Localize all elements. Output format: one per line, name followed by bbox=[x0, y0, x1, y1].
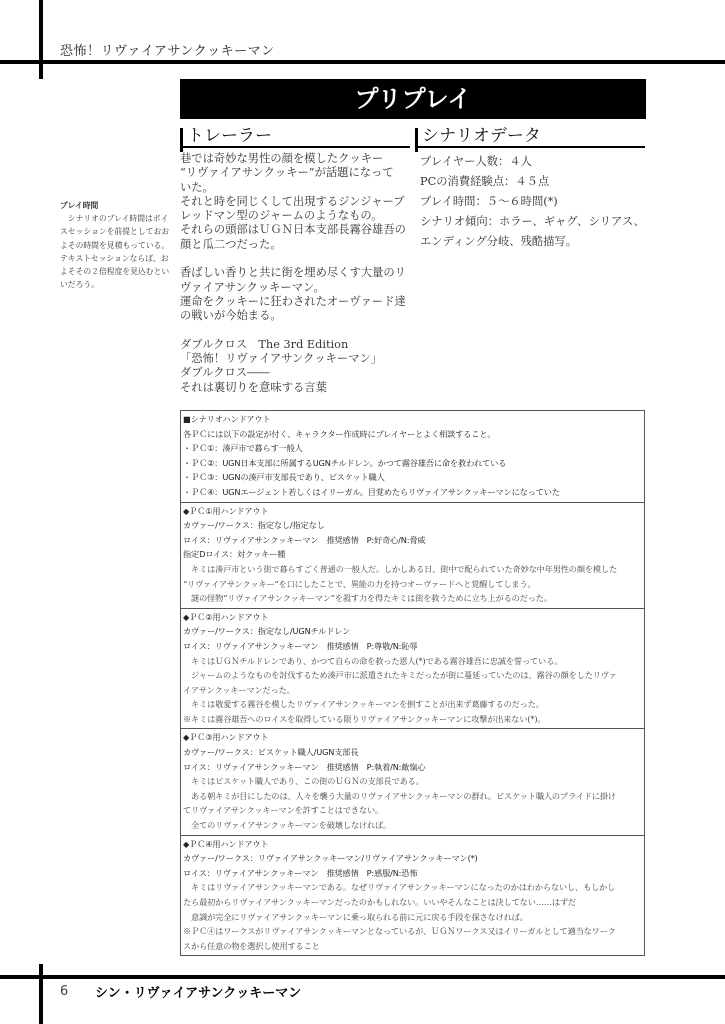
handout-line: たら最初からリヴァイアサンクッキーマンだったのかもしれない。いいやそんなことは決してない……はずだ bbox=[183, 897, 576, 907]
trailer-line: の戦いが今始まる。 bbox=[180, 309, 282, 323]
handout-line: キミはビスケット職人であり、この街のＵＧＮの支部長である。 bbox=[183, 776, 424, 787]
running-title: 恐怖！リヴァイアサンクッキーマン bbox=[60, 44, 275, 59]
handout-line: カヴァー/ワークス：指定なし/UGNチルドレン bbox=[183, 626, 351, 637]
handout-line: キミは敬愛する霧谷を模したリヴァイアサンクッキーマンを倒すことが出来ず葛藤するのだった。 bbox=[183, 699, 544, 710]
trailer-line: それと時を同じくして出現するジンジャーブ bbox=[180, 194, 405, 208]
handout-line: キミはＵＧＮチルドレンであり、かつて自らの命を救った恩人(*)である霧谷雄吾に忠誠を誓っている。 bbox=[183, 655, 563, 666]
trailer-line: 巷では奇妙な男性の顔を模したクッキー bbox=[180, 152, 384, 165]
handout-line: 意識が完全にリヴァイアサンクッキーマンに乗っ取られる前に元に戻る手段を探さなければ。 bbox=[183, 911, 528, 922]
handout-line: ・ＰＣ②：UGN日本支部に所属するUGNチルドレン。かつて霧谷雄吾に命を救われている bbox=[183, 457, 507, 468]
handout-line: 各ＰＣには以下の設定が付く、キャラクター作成時にプレイヤーとよく相談すること。 bbox=[183, 428, 496, 439]
handout-line: ◆ＰＣ②用ハンドアウト bbox=[183, 611, 269, 622]
handout-line: カヴァー/ワークス：指定なし/指定なし bbox=[183, 520, 325, 531]
trailer-line: それは裏切りを意味する言葉 bbox=[180, 380, 327, 394]
handout-line: イアサンクッキーマンだった。 bbox=[183, 684, 295, 695]
trailer-line: ダブルクロス―― bbox=[180, 366, 270, 380]
handout-line: ◆ＰＣ④用ハンドアウト bbox=[183, 838, 269, 849]
sidebar-note-heading: プレイ時間 bbox=[60, 201, 99, 210]
handout-line: ロイス：リヴァイアサンクッキーマン 推奨感情 P:尊敬/N:恥辱 bbox=[183, 640, 418, 651]
footer-rule bbox=[0, 975, 725, 979]
pc-handout-section bbox=[181, 835, 644, 956]
trailer-line: 顔と瓜二つだった。 bbox=[180, 237, 282, 251]
handout-line: ※キミは霧谷雄吾へのロイスを取得している限りリヴァイアサンクッキーマンに攻撃が出来ない(*)。 bbox=[183, 713, 546, 724]
trailer-line bbox=[180, 252, 415, 266]
handout-line: ■シナリオハンドアウト bbox=[183, 414, 271, 424]
scenario-data-list bbox=[420, 152, 650, 252]
scenario-data-heading: シナリオデータ bbox=[415, 126, 645, 148]
handout-line: ・ＰＣ④：UGNエージェント若しくはイリーガル。目覚めたらリヴァイアサンクッキーマンになっていた bbox=[183, 486, 560, 497]
handout-line: カヴァー/ワークス：リヴァイアサンクッキーマン/リヴァイアサンクッキーマン(*) bbox=[183, 853, 478, 864]
scenario-data-line: PCの消費経験点：４５点 bbox=[420, 175, 550, 188]
page-title: プリプレイ bbox=[180, 79, 646, 119]
scenario-data-line: プレイ時間：５～６時間(*) bbox=[420, 195, 558, 208]
handout-line: 謎の怪物“リヴァイアサンクッキーマン”を殺す力を得たキミは街を救うために立ち上がるのだった。 bbox=[183, 593, 552, 604]
page-number: 6 bbox=[60, 984, 69, 999]
scenario-data-line: プレイヤー人数：４人 bbox=[420, 155, 532, 168]
handout-line: ◆ＰＣ①用ハンドアウト bbox=[183, 505, 269, 516]
handout-line: カヴァー/ワークス：ビスケット職人/UGN支部長 bbox=[183, 747, 359, 758]
header-rule bbox=[0, 60, 725, 64]
scenario-handout-section bbox=[181, 411, 644, 502]
trailer-line: “リヴァイアサンクッキー”が話題になって bbox=[180, 166, 394, 180]
trailer-heading: トレーラー bbox=[180, 126, 410, 148]
handout-line: ※ＰＣ④はワークスがリヴァイアサンクッキーマンとなっているが、ＵＧＮワークス又はイリーガルとして適当なワーク bbox=[183, 926, 616, 937]
crop-mark-bottom bbox=[39, 964, 43, 1024]
trailer-line: 「恐怖！リヴァイアサンクッキーマン」 bbox=[180, 352, 383, 366]
handout-line: ロイス：リヴァイアサンクッキーマン 推奨感情 P:感服/N:恐怖 bbox=[183, 867, 418, 878]
handout-line: スから任意の物を選択し使用すること bbox=[183, 940, 320, 951]
handout-line: ある朝キミが目にしたのは、人々を襲う大量のリヴァイアサンクッキーマンの群れ。ビスケット職人のプライドに掛け bbox=[183, 790, 616, 801]
scenario-data-line: エンディング分岐、残酷描写。 bbox=[420, 235, 578, 248]
handout-line: キミは湊戸市という街で暮らすごく普通の一般人だ。しかしある日、街中で配られていた奇妙な中年男性の顔を模した bbox=[183, 563, 618, 574]
trailer-line: ヴァイアサンクッキーマン。 bbox=[180, 280, 325, 294]
handout-line: ・ＰＣ③：UGNの湊戸市支部長であり、ビスケット職人 bbox=[183, 472, 385, 483]
handout-line: “リヴァイアサンクッキー”を口にしたことで、異能の力を持つオーヴァードへと覚醒してしまう。 bbox=[183, 578, 536, 589]
trailer-text bbox=[180, 152, 415, 395]
handout-line: ・ＰＣ①：湊戸市で暮らす一般人 bbox=[183, 443, 303, 454]
trailer-line bbox=[180, 324, 415, 338]
sidebar-note bbox=[60, 199, 175, 291]
pc-handout-section bbox=[181, 502, 644, 608]
pc-handout-section bbox=[181, 728, 644, 834]
trailer-line: 香ばしい香りと共に街を埋め尽くす大量のリ bbox=[180, 266, 406, 280]
pc-handout-section bbox=[181, 608, 644, 729]
handout-line: キミはリヴァイアサンクッキーマンである。なぜリヴァイアサンクッキーマンになったのかはわからないし、もしかし bbox=[183, 882, 616, 893]
sidebar-note-body: シナリオのプレイ時間はボイスセッションを前提としておおよその時間を見積もっている。テキストセッションならば、およそその２倍程度を見込むといいだろう。 bbox=[60, 214, 170, 290]
handout-line: ジャームのようなものを討伐するため湊戸市に派遣されたキミだったが街に蔓延っていたのは、霧谷の顔をしたリヴァ bbox=[183, 670, 617, 681]
scenario-data-line: シナリオ傾向：ホラー、ギャグ、シリアス、 bbox=[420, 215, 645, 228]
handout-line: てリヴァイアサンクッキーマンを許すことはできない。 bbox=[183, 805, 384, 816]
handout-line: ロイス：リヴァイアサンクッキーマン 推奨感情 P:好奇心/N:脅威 bbox=[183, 534, 426, 545]
trailer-line: いた。 bbox=[180, 180, 214, 194]
crop-mark-top bbox=[39, 0, 43, 79]
trailer-line: ダブルクロス The 3rd Edition bbox=[180, 337, 349, 351]
handout-line: ロイス：リヴァイアサンクッキーマン 推奨感情 P:執着/N:敵愾心 bbox=[183, 761, 426, 772]
trailer-line: 運命をクッキーに狂わされたオーヴァード達 bbox=[180, 294, 406, 308]
handout-line: 全てのリヴァイアサンクッキーマンを破壊しなければ。 bbox=[183, 820, 392, 831]
handout-line: ◆ＰＣ③用ハンドアウト bbox=[183, 732, 269, 743]
handout-line: 指定Dロイス：対クッキー種 bbox=[183, 549, 286, 560]
trailer-line: それらの頭部はＵＧＮ日本支部長霧谷雄吾の bbox=[180, 223, 406, 237]
trailer-line: レッドマン型のジャームのようなもの。 bbox=[180, 209, 383, 223]
footer-book-title: シン・リヴァイアサンクッキーマン bbox=[95, 986, 302, 1001]
handout-box bbox=[180, 410, 645, 956]
